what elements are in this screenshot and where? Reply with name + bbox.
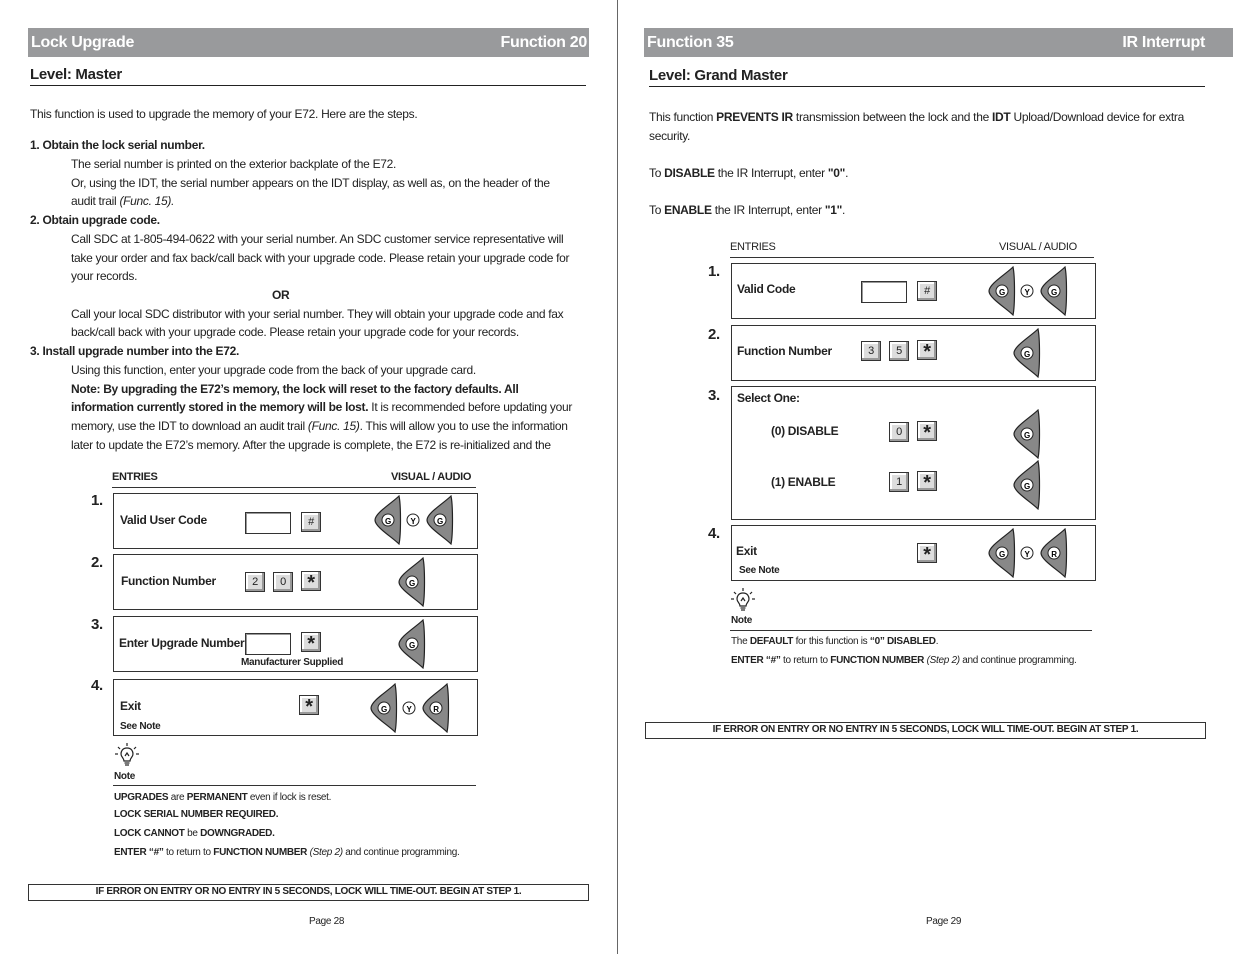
green-led-icon: G bbox=[1051, 288, 1057, 297]
row-sublabel: Manufacturer Supplied bbox=[241, 657, 344, 668]
row-number: 3. bbox=[708, 387, 720, 404]
code-entry-field bbox=[245, 512, 291, 534]
timeout-warning: IF ERROR ON ENTRY OR NO ENTRY IN 5 SECONDS, LOCK WILL TIME-OUT. BEGIN AT STEP 1. bbox=[645, 722, 1206, 739]
led-green-yellow-red bbox=[986, 528, 1070, 578]
key-1: 1 bbox=[889, 472, 909, 492]
step2-or: OR bbox=[272, 288, 290, 302]
led-green bbox=[1011, 460, 1041, 510]
header-title: Lock Upgrade bbox=[31, 34, 135, 51]
row-number: 3. bbox=[91, 616, 103, 633]
level-heading: Level: Grand Master bbox=[649, 67, 1205, 87]
row-number: 1. bbox=[708, 263, 720, 280]
row-label: Function Number bbox=[121, 574, 216, 588]
column-rule bbox=[730, 257, 1094, 258]
step2-line: back/call back with your upgrade code. Please retain your upgrade code for your records. bbox=[71, 325, 519, 339]
step3-line: Using this function, enter your upgrade code from the back of your upgrade card. bbox=[71, 363, 476, 377]
key-2: 2 bbox=[245, 572, 265, 592]
green-led-icon: G bbox=[999, 550, 1005, 559]
led-green bbox=[1011, 328, 1041, 378]
entry-row-exit bbox=[113, 679, 478, 736]
star-key: * bbox=[301, 571, 321, 591]
yellow-led-icon: Y bbox=[1024, 288, 1030, 297]
led-green bbox=[396, 557, 426, 607]
intro-text: This function PREVENTS IR transmission between the lock and the IDT Upload/Download device for extra bbox=[649, 110, 1184, 124]
header-title: IR Interrupt bbox=[1122, 34, 1205, 51]
row-label: Enter Upgrade Number bbox=[119, 636, 245, 650]
enable-text: To ENABLE the IR Interrupt, enter "1". bbox=[649, 203, 846, 217]
note-line: UPGRADES are PERMANENT even if lock is reset. bbox=[114, 792, 332, 803]
step1-line: The serial number is printed on the exterior backplate of the E72. bbox=[71, 157, 397, 171]
row-number: 2. bbox=[91, 554, 103, 571]
function-header bbox=[28, 28, 589, 57]
green-led-icon: G bbox=[409, 579, 415, 588]
hash-key: # bbox=[917, 281, 937, 301]
green-led-icon: G bbox=[385, 517, 391, 526]
note-rule bbox=[113, 785, 476, 786]
green-led-icon: G bbox=[409, 641, 415, 650]
step2-line: your records. bbox=[71, 269, 138, 283]
green-led-icon: G bbox=[999, 288, 1005, 297]
step3-line: memory, use the IDT to download an audit trail (Func. 15). This will allow you to use the information bbox=[71, 419, 568, 433]
led-green-yellow-red bbox=[368, 683, 452, 733]
page-right bbox=[618, 0, 1235, 954]
step3-line: later to update the E72’s memory. After the upgrade is complete, the E72 is re-initialized and the bbox=[71, 438, 551, 452]
option-disable: (0) DISABLE bbox=[771, 424, 839, 438]
star-key: * bbox=[301, 632, 321, 652]
entry-row-valid-user-code bbox=[113, 493, 478, 549]
upgrade-code-field bbox=[245, 633, 291, 655]
page-number: Page 28 bbox=[309, 916, 345, 927]
red-led-icon: R bbox=[433, 705, 439, 714]
row-number: 4. bbox=[708, 525, 720, 542]
led-green-yellow-green bbox=[372, 495, 456, 545]
disable-text: To DISABLE the IR Interrupt, enter "0". bbox=[649, 166, 849, 180]
yellow-led-icon: Y bbox=[406, 705, 412, 714]
entry-row-exit bbox=[731, 525, 1096, 581]
column-visual-audio: VISUAL / AUDIO bbox=[391, 471, 472, 483]
star-key: * bbox=[917, 471, 937, 491]
row-label: Exit bbox=[736, 544, 757, 558]
step2-title: 2. Obtain upgrade code. bbox=[30, 213, 160, 227]
entry-row-function-number bbox=[113, 554, 478, 610]
row-number: 2. bbox=[708, 326, 720, 343]
level-heading: Level: Master bbox=[30, 66, 586, 86]
green-led-icon: G bbox=[437, 517, 443, 526]
timeout-warning: IF ERROR ON ENTRY OR NO ENTRY IN 5 SECONDS, LOCK WILL TIME-OUT. BEGIN AT STEP 1. bbox=[28, 884, 589, 901]
lightbulb-icon bbox=[115, 743, 139, 767]
note-line: LOCK CANNOT be DOWNGRADED. bbox=[114, 828, 275, 839]
option-enable: (1) ENABLE bbox=[771, 475, 836, 489]
step2-line: Call your local SDC distributor with your serial number. They will obtain your upgrade code and fax bbox=[71, 307, 564, 321]
entry-row-enter-upgrade-number bbox=[113, 616, 478, 672]
step2-line: take your order and fax back/call back with your upgrade code. Please retain your upgrade code for bbox=[71, 251, 570, 265]
led-green-yellow-green bbox=[986, 266, 1070, 316]
red-led-icon: R bbox=[1051, 550, 1057, 559]
column-rule bbox=[112, 487, 476, 488]
lightbulb-icon bbox=[731, 588, 755, 612]
column-entries: ENTRIES bbox=[730, 241, 776, 253]
row-label: Exit bbox=[120, 699, 141, 713]
row-label: Function Number bbox=[737, 344, 832, 358]
step1-title: 1. Obtain the lock serial number. bbox=[30, 138, 205, 152]
green-led-icon: G bbox=[1024, 431, 1030, 440]
key-5: 5 bbox=[889, 341, 909, 361]
row-label: Valid User Code bbox=[120, 513, 207, 527]
yellow-led-icon: Y bbox=[410, 517, 416, 526]
led-green bbox=[1011, 409, 1041, 459]
green-led-icon: G bbox=[1024, 482, 1030, 491]
green-led-icon: G bbox=[381, 705, 387, 714]
entry-row-select-one bbox=[731, 386, 1096, 520]
row-label: Select One: bbox=[737, 391, 800, 405]
function-header bbox=[644, 28, 1233, 57]
intro-text: This function is used to upgrade the memory of your E72. Here are the steps. bbox=[30, 107, 418, 121]
column-entries: ENTRIES bbox=[112, 471, 158, 483]
note-line: ENTER “#” to return to FUNCTION NUMBER (Step 2) and continue programming. bbox=[114, 847, 460, 858]
step1-line: Or, using the IDT, the serial number appears on the IDT display, as well as, on the header of the bbox=[71, 176, 550, 190]
star-key: * bbox=[917, 421, 937, 441]
hash-key: # bbox=[301, 512, 321, 532]
star-key: * bbox=[299, 695, 319, 715]
led-green bbox=[396, 619, 426, 669]
note-rule bbox=[730, 630, 1092, 631]
note-label: Note bbox=[114, 771, 136, 782]
step2-line: Call SDC at 1-805-494-0622 with your serial number. An SDC customer service representative will bbox=[71, 232, 564, 246]
row-sublabel: See Note bbox=[120, 721, 161, 732]
note-label: Note bbox=[731, 615, 753, 626]
page-left bbox=[0, 0, 617, 954]
row-number: 1. bbox=[91, 492, 103, 509]
note-line: ENTER “#” to return to FUNCTION NUMBER (Step 2) and continue programming. bbox=[731, 655, 1077, 666]
key-0: 0 bbox=[273, 572, 293, 592]
star-key: * bbox=[917, 543, 937, 563]
page-number: Page 29 bbox=[926, 916, 962, 927]
intro-text: security. bbox=[649, 129, 691, 143]
row-sublabel: See Note bbox=[739, 565, 780, 576]
key-3: 3 bbox=[861, 341, 881, 361]
code-entry-field bbox=[861, 281, 907, 303]
star-key: * bbox=[917, 340, 937, 360]
green-led-icon: G bbox=[1024, 350, 1030, 359]
yellow-led-icon: Y bbox=[1024, 550, 1030, 559]
header-function-number: Function 35 bbox=[647, 34, 734, 51]
header-function-number: Function 20 bbox=[500, 34, 587, 51]
row-number: 4. bbox=[91, 677, 103, 694]
note-line: The DEFAULT for this function is “0” DISABLED. bbox=[731, 636, 939, 647]
column-visual-audio: VISUAL / AUDIO bbox=[999, 241, 1077, 253]
row-label: Valid Code bbox=[737, 282, 796, 296]
entry-row-function-number bbox=[731, 325, 1096, 381]
entry-row-valid-code bbox=[731, 263, 1096, 319]
step3-line: Note: By upgrading the E72’s memory, the lock will reset to the factory defaults. All bbox=[71, 382, 519, 396]
step1-line: audit trail (Func. 15). bbox=[71, 194, 175, 208]
step3-title: 3. Install upgrade number into the E72. bbox=[30, 344, 240, 358]
note-line: LOCK SERIAL NUMBER REQUIRED. bbox=[114, 809, 279, 820]
step3-line: information currently stored in the memory will be lost. It is recommended before updating your bbox=[71, 400, 573, 414]
key-0: 0 bbox=[889, 422, 909, 442]
